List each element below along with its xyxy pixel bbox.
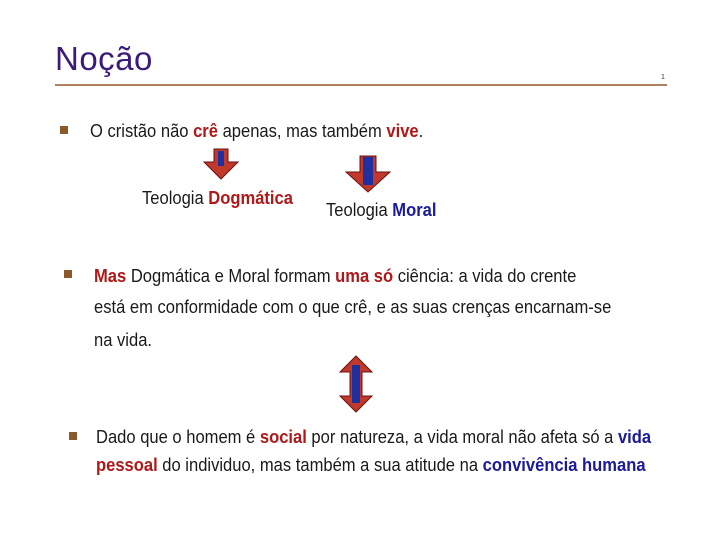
label-prefix: Teologia (142, 188, 209, 208)
bullet-text-2-line-3: na vida. (94, 330, 153, 350)
slide-title: Noção (55, 40, 153, 77)
bullet3-text-part: do individuo, mas também a sua atitude na (157, 455, 483, 475)
emphasis-vive: vive (386, 121, 419, 141)
emphasis-vida: vida (617, 427, 652, 447)
down-arrow-icon-blue (345, 155, 391, 193)
bullet-text-2-line-1 (94, 262, 576, 290)
title-divider (55, 84, 667, 86)
bullet-text-2-line-2: está em conformidade com o que crê, e as suas crenças encarnam-se (94, 297, 612, 317)
bullet-text-3-line-2 (96, 451, 646, 479)
emphasis-pessoal: pessoal (96, 455, 158, 475)
bullet-marker-2 (64, 270, 72, 278)
label-teologia-moral (326, 200, 436, 221)
bullet2-text-part: Dogmática e Moral formam (126, 266, 336, 286)
bullet1-text-part: O cristão não (90, 121, 194, 141)
page-number: 1 (661, 74, 665, 81)
bullet3-text-part: Dado que o homem é (96, 427, 260, 447)
bullet-text-3-line-1 (96, 423, 651, 451)
bullet-text-1 (90, 117, 423, 145)
bullet1-text-part: apenas, mas também (217, 121, 387, 141)
bullet-marker-1 (60, 126, 68, 134)
bullet2-text-part: ciência: a vida do crente (393, 266, 577, 286)
down-arrow-icon-red (203, 148, 239, 180)
emphasis-convivencia-humana: convivência humana (482, 455, 646, 475)
bullet3-text-part: por natureza, a vida moral não afeta só a (306, 427, 618, 447)
emphasis-cre: crê (193, 121, 218, 141)
label-teologia-dogmatica (142, 188, 293, 209)
bullet1-text-part: . (418, 121, 424, 141)
label-prefix: Teologia (326, 200, 393, 220)
emphasis-uma-so: uma só (335, 266, 394, 286)
emphasis-moral: Moral (392, 200, 437, 220)
emphasis-social: social (259, 427, 307, 447)
double-arrow-icon (339, 355, 373, 413)
emphasis-dogmatica: Dogmática (208, 188, 293, 208)
bullet-marker-3 (69, 432, 77, 440)
emphasis-mas: Mas (94, 266, 127, 286)
